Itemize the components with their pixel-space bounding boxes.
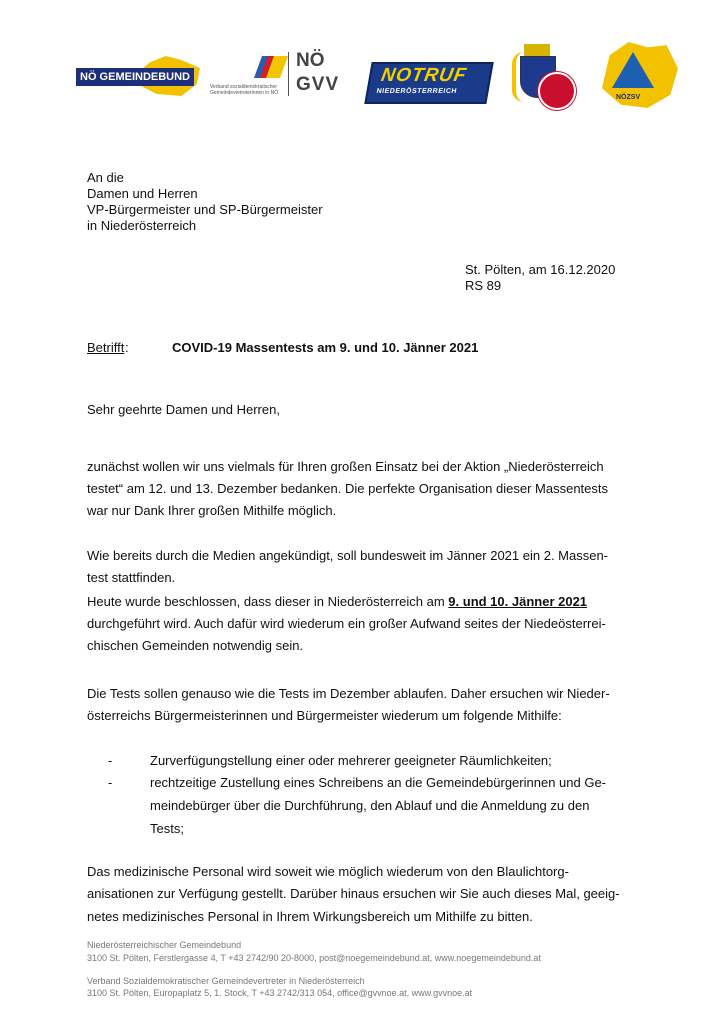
bullet-item-continuation: meindebürger über die Durchführung, den Ablauf und die Anmeldung zu den bbox=[150, 798, 590, 813]
bullet-item: Zurverfügungstellung einer oder mehrerer geeigneter Räumlichkeiten; bbox=[150, 753, 552, 768]
subject-label: Betrifft bbox=[87, 340, 125, 355]
paragraph-line: Wie bereits durch die Medien angekündigt, soll bundesweit im Jänner 2021 ein 2. Massen- bbox=[87, 548, 609, 563]
gvv-gvv-text: GVV bbox=[296, 74, 340, 95]
crown-icon bbox=[524, 44, 550, 56]
paragraph-line: chischen Gemeinden notwendig sein. bbox=[87, 638, 304, 653]
gvv-logo bbox=[210, 50, 358, 104]
zsv-label: NÖZSV bbox=[616, 94, 641, 101]
paragraph-line: österreichs Bürgermeisterinnen und Bürgermeister wiederum um folgende Mithilfe: bbox=[87, 708, 562, 723]
recipient-block bbox=[87, 170, 323, 234]
recipient-line: An die bbox=[87, 170, 124, 185]
footer-org-address: 3100 St. Pölten, Europaplatz 5, 1. Stock, T +43 2742/313 054, office@gvvnoe.at, www.gvvnoe.at bbox=[87, 988, 473, 998]
paragraph-line: netes medizinisches Personal in Ihrem Wirkungsbereich um Mithilfe zu bitten. bbox=[87, 909, 533, 924]
paragraph-line: war nur Dank Ihrer großen Mithilfe möglich. bbox=[87, 503, 337, 518]
fire-brigade-crest-logo bbox=[512, 42, 576, 110]
gvv-subtitle: Verband sozialdemokratischer Gemeindevertreterinnen in NÖ bbox=[210, 84, 279, 96]
paragraph-line: Das medizinische Personal wird soweit wie möglich wiederum von den Blaulichtorg- bbox=[87, 864, 569, 879]
date-block bbox=[465, 262, 615, 294]
bullet-dash: - bbox=[108, 775, 113, 790]
logo-bar bbox=[72, 42, 692, 112]
civil-protection-triangle-icon bbox=[612, 52, 654, 88]
salutation: Sehr geehrte Damen und Herren, bbox=[87, 402, 280, 417]
zivilschutz-logo bbox=[602, 42, 678, 110]
fire-emblem-icon bbox=[538, 72, 576, 110]
recipient-line: in Niederösterreich bbox=[87, 218, 197, 233]
bullet-item: rechtzeitige Zustellung eines Schreibens an die Gemeindebürgerinnen und Ge- bbox=[150, 775, 607, 790]
paragraph-line: durchgeführt wird. Auch dafür wird wiederum ein großer Aufwand seites der Niedeösterrei- bbox=[87, 616, 606, 631]
paragraph-line: test stattfinden. bbox=[87, 570, 176, 585]
paragraph-line: testet“ am 12. und 13. Dezember bedanken. Die perfekte Organisation dieser Massentests bbox=[87, 481, 609, 496]
bullet-item-continuation: Tests; bbox=[150, 821, 184, 836]
gvv-flag-icon bbox=[256, 54, 282, 80]
recipient-line: Damen und Herren bbox=[87, 186, 198, 201]
test-date-highlight: 9. und 10. Jänner 2021 bbox=[448, 594, 588, 609]
gvv-no-text: NÖ bbox=[296, 50, 325, 71]
recipient-line: VP-Bürgermeister und SP-Bürgermeister bbox=[87, 202, 323, 217]
gemeindebund-logo-text: NÖ GEMEINDEBUND bbox=[76, 68, 194, 86]
footer-org-address: 3100 St. Pölten, Ferstlergasse 4, T +43 2742/90 20-8000, post@noegemeindebund.at, www.noegemeindebund.at bbox=[87, 953, 541, 963]
notruf-subtitle: NIEDERÖSTERREICH bbox=[375, 88, 458, 95]
paragraph-line: Die Tests sollen genauso wie die Tests im Dezember ablaufen. Daher ersuchen wir Nieder- bbox=[87, 686, 610, 701]
footer-org-name: Niederösterreichischer Gemeindebund bbox=[87, 940, 242, 950]
reference-number: RS 89 bbox=[465, 278, 502, 293]
place-date: St. Pölten, am 16.12.2020 bbox=[465, 262, 616, 277]
notruf-title: NOTRUF bbox=[379, 65, 469, 86]
subject-text: COVID-19 Massentests am 9. und 10. Jänner 2021 bbox=[172, 340, 479, 355]
gemeindebund-logo bbox=[76, 56, 202, 96]
paragraph-text: Heute wurde beschlossen, dass dieser in Niederösterreich am bbox=[87, 594, 449, 609]
paragraph-line: zunächst wollen wir uns vielmals für Ihren großen Einsatz bei der Aktion „Niederösterreich bbox=[87, 459, 604, 474]
footer-org-name: Verband Sozialdemokratischer Gemeindevertreter in Niederösterreich bbox=[87, 976, 365, 986]
paragraph-line: anisationen zur Verfügung gestellt. Darüber hinaus ersuchen wir Sie auch dieses Mal, geeig- bbox=[87, 886, 620, 901]
bullet-dash: - bbox=[108, 753, 113, 768]
subject-colon: : bbox=[125, 340, 129, 355]
notruf-logo bbox=[364, 62, 493, 104]
paragraph-line bbox=[87, 594, 587, 610]
